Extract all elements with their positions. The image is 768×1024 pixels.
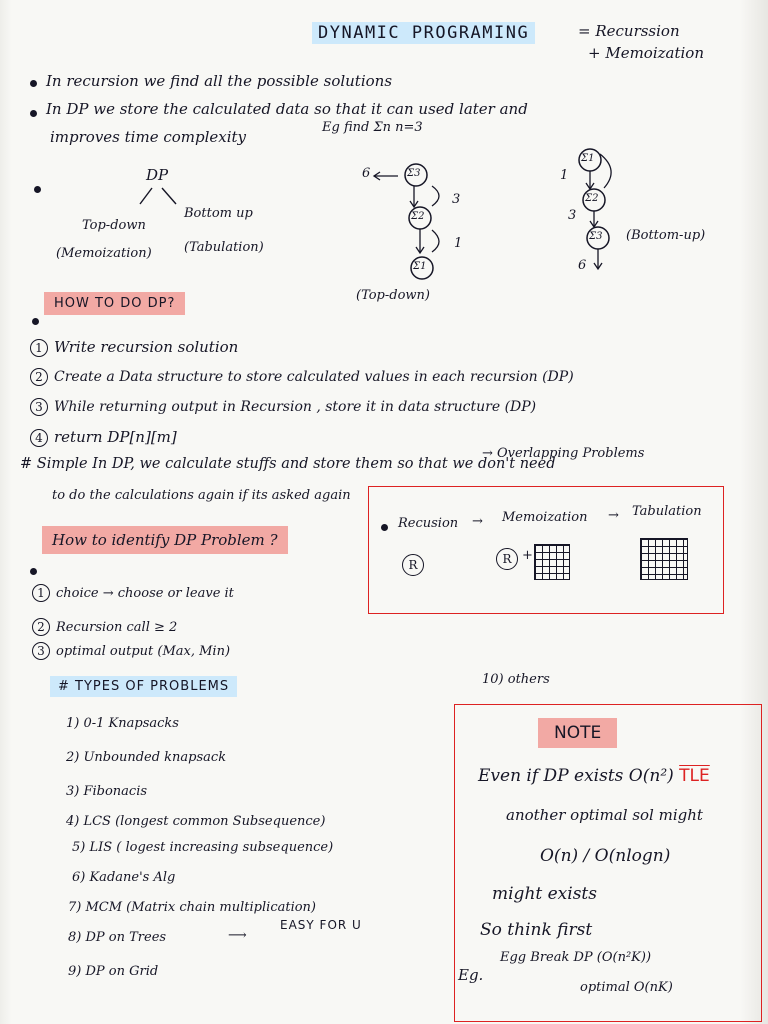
note-line-5: So think first <box>480 920 593 940</box>
trees-easy-note: EASY FOR U <box>280 918 362 932</box>
overlapping-problems: → Overlapping Problems <box>482 446 645 461</box>
bottom-up-diagram <box>0 0 1 1</box>
td-node-sum3: Σ3 <box>407 168 421 179</box>
summary-line-1: # Simple In DP, we calculate stuffs and store them so that we don't need <box>20 456 556 472</box>
intro-line-3: improves time complexity <box>50 128 247 146</box>
note-eg: Eg. <box>458 966 484 984</box>
bu-node-sum2: Σ2 <box>585 193 599 204</box>
flow-arrow-2: → <box>608 508 619 523</box>
note-heading: NOTE <box>538 718 617 748</box>
bullet-dot <box>30 80 37 87</box>
note-line-6: Egg Break DP (O(n²K)) <box>500 950 652 965</box>
bottom-up-caption: (Bottom-up) <box>626 228 706 243</box>
problem-type-3: 3) Fibonacis <box>66 784 148 799</box>
memoization-symbol: R <box>496 548 524 570</box>
top-down-caption: (Top-down) <box>356 288 430 303</box>
how-to-step-1: 1 Write recursion solution <box>30 338 238 357</box>
bu-node-sum3: Σ3 <box>589 231 603 242</box>
page-title: DYNAMIC PROGRAMING <box>312 22 535 44</box>
bu-value-1: 1 <box>560 168 569 183</box>
bullet-dot <box>34 186 41 193</box>
problem-type-5: 5) LIS ( logest increasing subsequence) <box>72 840 334 855</box>
bullet-dot <box>32 318 39 325</box>
problem-type-10: 10) others <box>482 672 550 687</box>
td-node-sum2: Σ2 <box>411 211 425 222</box>
note-line-7: optimal O(nK) <box>580 980 673 995</box>
tabulation-label: (Tabulation) <box>184 240 264 255</box>
memo-table-grid <box>534 544 570 580</box>
example-label: Eg find Σn n=3 <box>322 120 423 135</box>
bu-value-6: 6 <box>578 258 587 273</box>
how-to-step-3: 3 While returning output in Recursion , store it in data structure (DP) <box>30 398 536 416</box>
title-memoization: + Memoization <box>588 44 704 62</box>
identify-item-2: 2 Recursion call ≥ 2 <box>32 618 177 636</box>
bu-node-sum1: Σ1 <box>581 153 595 164</box>
problem-type-7: 7) MCM (Matrix chain multiplication) <box>68 900 316 915</box>
flow-arrow-1: → <box>472 514 483 529</box>
problem-type-6: 6) Kadane's Alg <box>72 870 176 885</box>
dp-tree-root: DP <box>146 166 169 184</box>
problem-type-9: 9) DP on Grid <box>68 964 159 979</box>
bu-value-3: 3 <box>568 208 577 223</box>
td-return-3: 3 <box>452 192 461 207</box>
types-heading: # TYPES OF PROBLEMS <box>50 676 237 697</box>
problem-type-2: 2) Unbounded knapsack <box>66 750 227 765</box>
trees-arrow: ⟶ <box>228 928 247 943</box>
memoization-label: (Memoization) <box>56 246 152 261</box>
top-down-label: Top-down <box>82 218 146 233</box>
problem-type-1: 1) 0-1 Knapsacks <box>66 716 179 731</box>
flow-recursion: Recusion <box>398 516 459 531</box>
note-line-1: Even if DP exists O(n²) $\overline{TLE}$ <box>478 766 710 786</box>
td-top-value: 6 <box>362 166 371 181</box>
bullet-dot <box>30 568 37 575</box>
intro-line-2: In DP we store the calculated data so that it can used later and <box>46 100 528 118</box>
td-node-sum1: Σ1 <box>413 261 427 272</box>
identify-item-1: 1 choice → choose or leave it <box>32 584 234 602</box>
title-equation: = Recurssion <box>578 22 680 40</box>
flow-tabulation: Tabulation <box>632 504 702 519</box>
summary-line-2: to do the calculations again if its asked again <box>52 488 351 503</box>
bottom-up-label: Bottom up <box>184 206 253 221</box>
bullet-dot <box>30 110 37 117</box>
how-to-step-4: 4 return DP[n][m] <box>30 428 177 447</box>
note-line-4: might exists <box>492 884 597 904</box>
td-return-1: 1 <box>454 236 463 251</box>
how-to-heading: HOW TO DO DP? <box>44 292 185 315</box>
note-line-2: another optimal sol might <box>506 806 703 824</box>
note-line-3: O(n) / O(nlogn) <box>540 846 671 866</box>
tabulation-table-grid <box>640 538 688 580</box>
how-to-step-2: 2 Create a Data structure to store calculated values in each recursion (DP) <box>30 368 574 386</box>
problem-type-8: 8) DP on Trees <box>68 930 167 945</box>
intro-line-1: In recursion we find all the possible solutions <box>46 72 393 90</box>
flow-memoization: Memoization <box>502 510 588 525</box>
identify-heading: How to identify DP Problem ? <box>42 526 288 554</box>
identify-item-3: 3 optimal output (Max, Min) <box>32 642 230 660</box>
memoization-plus: + <box>522 548 533 563</box>
bullet-dot <box>381 524 388 531</box>
recursion-symbol: R <box>402 554 430 576</box>
problem-type-4: 4) LCS (longest common Subsequence) <box>66 814 326 829</box>
